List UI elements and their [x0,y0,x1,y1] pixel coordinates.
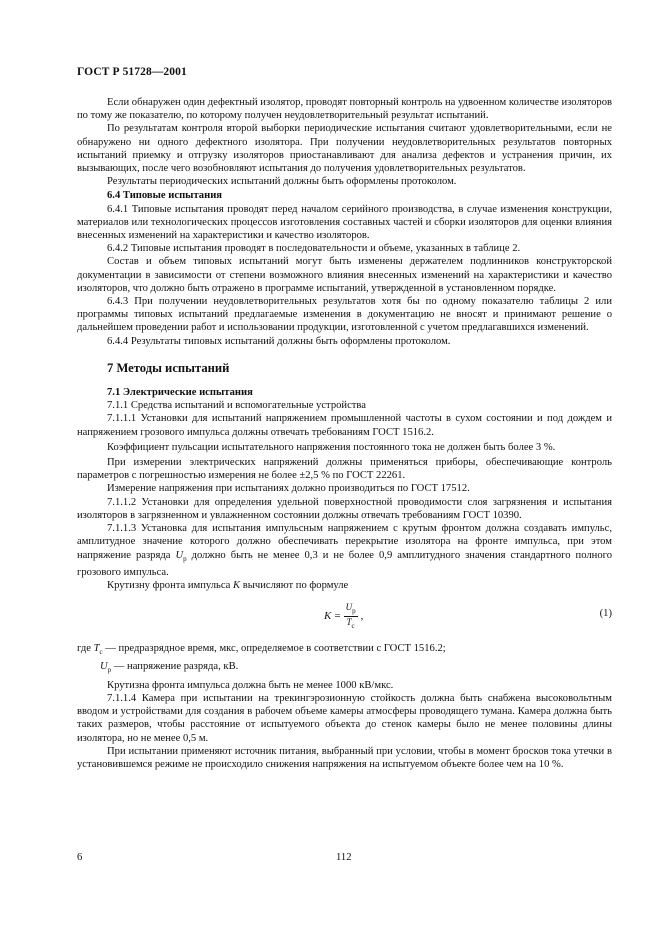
standard-header: ГОСТ Р 51728—2001 [77,66,187,78]
denominator-symbol: T [346,617,352,628]
paragraph: По результатам контроля второй выборки периодические испытания считают удовлетворительными, если не обнаружено ни одного дефектного изолятора. При получении неудовлетворительных результатов повторных испытаний приемку и отгрузку изоляторов приостанавливают для анализа дефектов и устранения причин, их вызывающих, после чего возобновляют испытания до получения удовлетворительных результатов. [77,123,612,175]
definition-u [77,660,612,677]
definition-text: — напряжение разряда, кВ. [111,660,239,672]
paragraph: Результаты периодических испытаний должны быть оформлены протоколом. [107,176,457,188]
formula-expression [324,602,363,631]
document-body [77,96,612,771]
text-run: 7.1.1.3 Установка для испытания импульсным напряжением с крутым фронтом должна создавать импульс, амплитудное значение которого должно обеспечивать перекрытие изолятора на фронте импульса, при этом напряжение разряда [77,523,612,561]
section-heading: 7 Методы испытаний [107,360,230,375]
subscript: р [183,554,187,563]
denominator-subscript: с [351,621,355,630]
subsection-heading: 7.1 Электрические испытания [107,387,253,399]
paragraph: 6.4.2 Типовые испытания проводят в последовательности и объеме, указанных в таблице 2. [107,243,521,255]
subsection-heading: 6.4 Типовые испытания [107,190,223,202]
paragraph: Коэффициент пульсации испытательного напряжения постоянного тока не должен быть более 3 %. [107,441,556,453]
symbol-u: U [175,549,184,561]
paragraph: Если обнаружен один дефектный изолятор, проводят повторный контроль на удвоенном количестве изоляторов по тому же показателю, по которому получен неудовлетворительный результат испытаний. [77,97,612,122]
formula-comma: , [360,609,364,622]
paragraph: 6.4.1 Типовые испытания проводят перед началом серийного производства, в случае изменения конструкции, материалов или технологических процессов изготовления составных частей и сборки изоляторов для оценки влияния внесенных изменений на характеристики и качество изоляторов. [77,203,612,242]
paragraph: При измерении электрических напряжений должны применяться приборы, обеспечивающие контроль параметров с погрешностью измерения не более ±2,5 % по ГОСТ 22261. [77,457,612,482]
subscript: с [99,648,103,657]
paragraph: Состав и объем типовых испытаний могут быть изменены держателем подлинников конструкторской документации в зависимости от степени возможного влияния внесенных изменений на характеристики и качество изоляторов, что должно быть отражено в программе испытаний, утвержденной в установленном порядке. [77,256,612,294]
paragraph: При испытании применяют источник питания, выбранный при условии, чтобы в момент бросков тока утечки в установившемся режиме не происходило снижения напряжения на испытуемом объекте более чем на 10 %. [77,745,612,771]
definition-text: — предразрядное время, мкс, определяемое в соответствии с ГОСТ 1516.2; [102,643,446,655]
formula-lhs: K [324,609,332,622]
symbol-u: U [100,660,108,672]
paragraph: 6.4.4 Результаты типовых испытаний должны быть оформлены протоколом. [107,335,451,347]
paragraph: 7.1.1 Средства испытаний и вспомогательные устройства [107,400,366,412]
text-run: вычисляют по формуле [240,580,349,592]
page-number: 6 [77,852,83,863]
paragraph-7113 [77,522,612,579]
subscript: р [107,665,112,674]
where-word: где [77,643,94,655]
formula-fraction [344,602,358,631]
fraction-numerator [344,602,358,617]
formula-definitions [77,642,612,677]
paragraph: Измерение напряжения при испытаниях должно производиться по ГОСТ 17512. [107,483,470,495]
paragraph-steepness [77,579,612,592]
paragraph: 7.1.1.1 Установки для испытаний напряжением промышленной частоты в сухом состоянии и под дождем и напряжением грозового импульса должны отвечать требованиям ГОСТ 1516.2. [77,413,612,438]
fraction-denominator [347,617,355,631]
formula-1 [77,594,612,638]
numerator-subscript: р [352,607,356,616]
numerator-symbol: U [345,602,353,613]
definition-t [77,642,612,659]
symbol-k: K [233,580,241,592]
text-run: Крутизну фронта импульса [107,580,234,592]
sheet-number: 112 [336,852,352,863]
text-run: должно быть не менее 0,3 и не более 0,9 амплитудного значения стандартного полного грозового импульса. [77,549,612,578]
formula-equals: = [334,609,341,622]
paragraph: 6.4.3 При получении неудовлетворительных результатов хотя бы по одному показателю таблицы 2 или программы типовых испытаний предлагаемые изменения в документацию не вносят и принимают решение о дальнейшем проведении работ и использовании продукции, изготовленной с учетом предлагавшихся изменений. [77,296,612,334]
paragraph: 7.1.1.2 Установки для определения удельной поверхностной проводимости слоя загрязнения и испытания изоляторов в загрязненном и увлажненном состоянии должны отвечать требованиям ГОСТ 10390. [77,496,612,521]
formula-number: (1) [599,608,612,620]
paragraph: 7.1.1.4 Камера при испытании на трекингэрозионную стойкость должна быть снабжена высоковольтным вводом и устройствами для создания в рабочем объеме камеры атмосферы проводящего тумана. Камера должна быть таких размеров, чтобы расстояние от испытуемого объекта до стенок камеры было не менее половины длины изолятора, но не менее 0,5 м. [77,693,612,744]
paragraph: Крутизна фронта импульса должна быть не менее 1000 кВ/мкс. [107,679,394,691]
symbol-t: T [93,643,100,655]
